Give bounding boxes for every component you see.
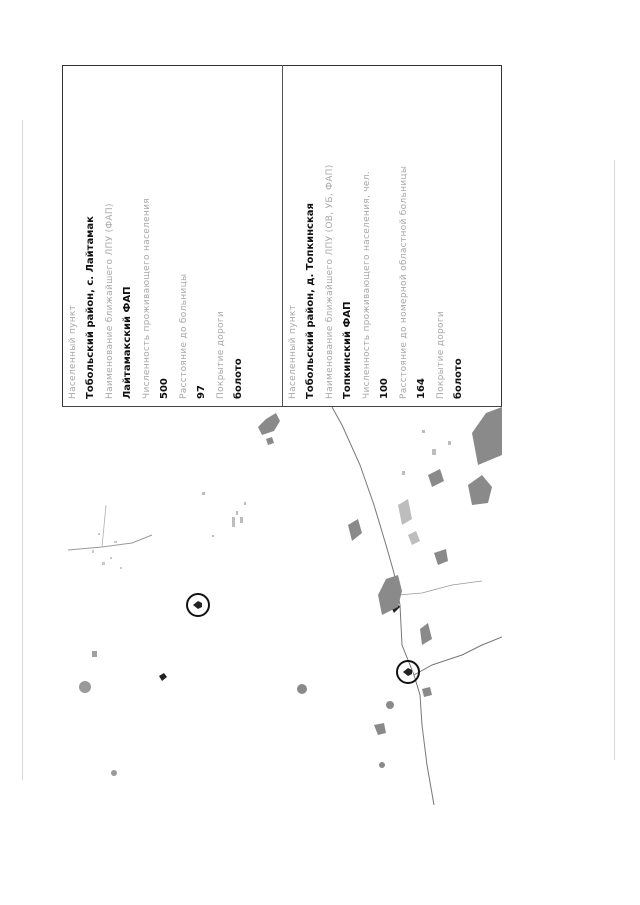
field-label: Покрытие дороги — [436, 310, 446, 399]
settlement-name: Тобольский район, с. Лайтамак — [85, 216, 96, 399]
distance-value: 97 — [196, 385, 207, 399]
field-label: Расстояние до номерной областной больницы — [399, 165, 409, 399]
distance-value: 164 — [416, 378, 427, 399]
road-value: болото — [453, 358, 464, 399]
population-value: 100 — [379, 378, 390, 399]
field-label: Численность проживающего населения — [142, 198, 152, 399]
field-label: Численность проживающего населения, чел. — [362, 171, 372, 399]
field-label: Населенный пункт — [288, 304, 298, 399]
table-row — [62, 65, 282, 805]
map-blob — [79, 681, 91, 693]
scan-margin-mark — [614, 160, 615, 760]
map-graphic — [282, 407, 502, 805]
field-label: Расстояние до больницы — [179, 273, 189, 399]
field-label: Наименование ближайшего ЛПУ (ФАП) — [105, 203, 115, 399]
population-value: 500 — [159, 378, 170, 399]
facility-name: Лайтамакский ФАП — [122, 286, 133, 399]
table-row — [282, 65, 502, 805]
info-cell-laitamak — [68, 71, 278, 399]
rotated-table — [62, 65, 502, 805]
scan-margin-mark — [22, 120, 23, 780]
field-label: Наименование ближайшего ЛПУ (ОВ, УБ, ФАП) — [325, 164, 335, 399]
road-value: болото — [233, 358, 244, 399]
info-cell-topkinskaya — [288, 71, 498, 399]
map-image-topkinskaya — [282, 406, 502, 805]
field-label: Населенный пункт — [68, 304, 78, 399]
facility-name: Топкинский ФАП — [342, 301, 353, 399]
map-image-laitamak — [62, 406, 282, 805]
field-label: Покрытие дороги — [216, 310, 226, 399]
map-graphic — [62, 407, 282, 805]
settlement-name: Тобольский район, д. Топкинская — [305, 203, 316, 399]
